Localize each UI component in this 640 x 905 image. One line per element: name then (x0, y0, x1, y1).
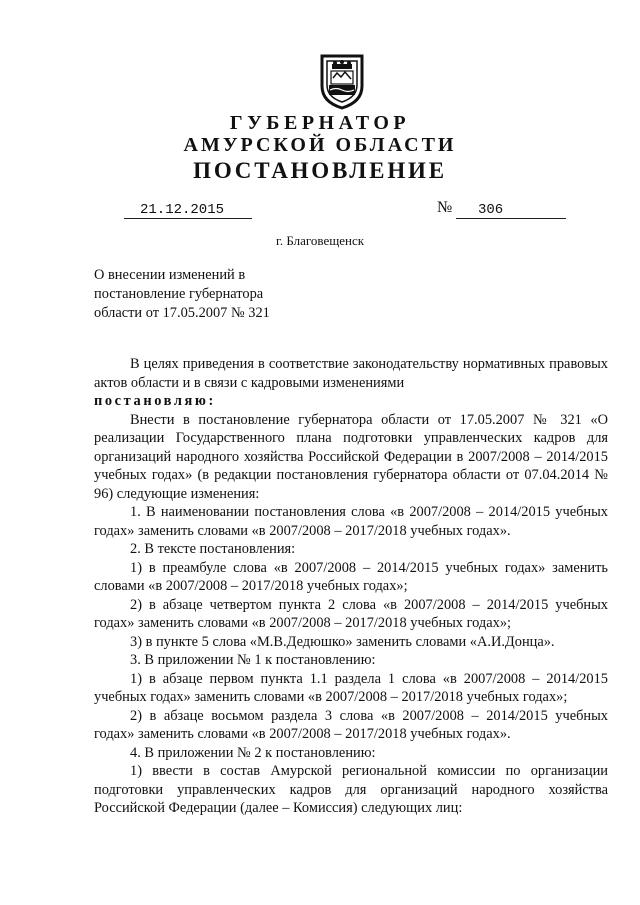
document-body (94, 355, 608, 818)
decree-word: постановляю: (94, 393, 216, 409)
issuer-title: ГУБЕРНАТОР (229, 112, 411, 134)
body-paragraph: Внести в постановление губернатора области от 17.05.2007 № 321 «О реализации Государственного плана подготовки управленческих кадров для организаций народного хозяйства Российской Федерации в 2007/2008 – 2014/2015 учебных годах» (в редакции постановления губернатора области от 07.04.2014 № 96) следующие изменения: (94, 411, 608, 502)
body-paragraph: 2) в абзаце четвертом пункта 2 слова «в 2007/2008 – 2014/2015 учебных годах» заменить словами «в 2007/2008 – 2017/2018 учебных годах»; (94, 596, 608, 631)
document-date (124, 200, 252, 219)
body-paragraph: 3. В приложении № 1 к постановлению: (130, 652, 376, 668)
intro-paragraph: В целях приведения в соответствие законодательству нормативных правовых актов области и в связи с кадровыми изменениями (94, 356, 608, 391)
city-name: г. Благовещенск (275, 233, 365, 248)
body-paragraph: 1) в преамбуле слова «в 2007/2008 – 2014/2015 учебных годах» заменить словами «в 2007/2008 – 2017/2018 учебных годах»; (94, 559, 608, 594)
number-sign: № (437, 199, 453, 216)
body-paragraph: 3) в пункте 5 слова «М.В.Дедюшко» заменить словами «А.И.Донца». (130, 633, 555, 650)
document-type: ПОСТАНОВЛЕНИЕ (193, 158, 447, 183)
coat-of-arms-icon (318, 52, 366, 110)
document-number-value: 306 (478, 202, 504, 218)
body-paragraph: 2. В тексте постановления: (130, 541, 296, 557)
body-paragraph: 1) в абзаце первом пункта 1.1 раздела 1 слова «в 2007/2008 – 2014/2015 учебных годах» заменить словами «в 2007/2008 – 2017/2018 учебных годах»; (94, 670, 608, 705)
document-number (456, 200, 566, 219)
issuer-region: АМУРСКОЙ ОБЛАСТИ (183, 134, 457, 156)
body-paragraph: 1) ввести в состав Амурской региональной комиссии по организации подготовки управленческих кадров для организаций народного хозяйства Российской Федерации (далее – Комиссия) следующих лиц: (94, 763, 608, 816)
body-paragraph: 4. В приложении № 2 к постановлению: (130, 744, 376, 761)
document-subject: О внесении изменений в постановление губернатора области от 17.05.2007 № 321 (94, 267, 270, 321)
document-date-value: 21.12.2015 (140, 202, 225, 218)
body-paragraph: 2) в абзаце восьмом раздела 3 слова «в 2007/2008 – 2014/2015 учебных годах» заменить словами «в 2007/2008 – 2017/2018 учебных годах». (94, 707, 608, 742)
body-paragraph: 1. В наименовании постановления слова «в 2007/2008 – 2014/2015 учебных годах» заменить словами «в 2007/2008 – 2017/2018 учебных годах». (94, 504, 608, 539)
